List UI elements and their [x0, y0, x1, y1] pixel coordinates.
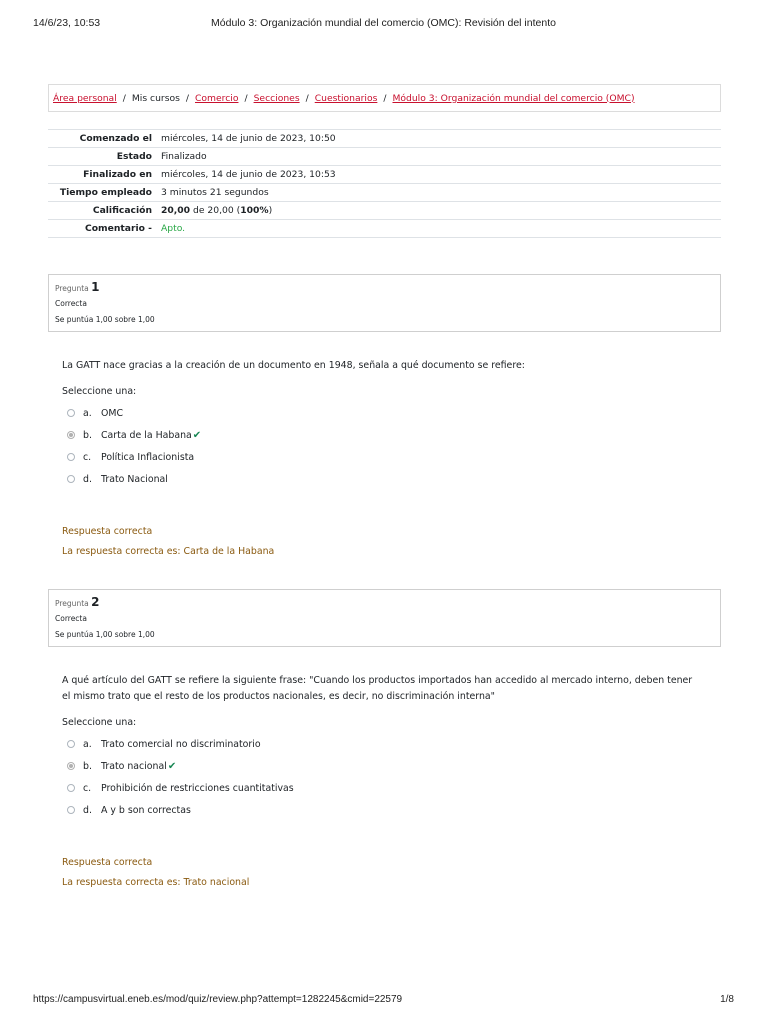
grade-end: ) — [268, 205, 273, 216]
breadcrumb-mis-cursos: Mis cursos — [131, 92, 180, 104]
question-text: A qué artículo del GATT se refiere la siguiente frase: "Cuando los productos importados han accedido al mercado interno, deben tener el mismo trato que el resto de los productos nacionales, es decir, no discriminación interna" — [62, 675, 693, 702]
option-letter: c. — [83, 782, 92, 794]
radio-button-selected[interactable] — [67, 762, 75, 770]
summary-row-comment — [48, 220, 721, 238]
breadcrumb-area-personal[interactable]: Área personal — [53, 92, 117, 104]
radio-button[interactable] — [67, 784, 75, 792]
radio-button-selected[interactable] — [67, 431, 75, 439]
question-number-value: 2 — [91, 595, 100, 609]
breadcrumb-separator: / — [244, 92, 248, 104]
grade-label: Calificación — [48, 202, 156, 220]
grade-percent: 100% — [240, 205, 269, 216]
question-grade: Se puntúa 1,00 sobre 1,00 — [55, 630, 155, 639]
breadcrumb-secciones[interactable]: Secciones — [253, 92, 300, 104]
summary-row-finished — [48, 166, 721, 184]
summary-row-time — [48, 184, 721, 202]
summary-row-state — [48, 148, 721, 166]
attempt-summary-table — [48, 129, 721, 238]
option-letter: d. — [83, 804, 92, 816]
question-info — [48, 274, 721, 332]
question-text: La GATT nace gracias a la creación de un documento en 1948, señala a qué documento se refiere: — [62, 360, 525, 371]
question-number-value: 1 — [91, 280, 100, 294]
option-letter: b. — [83, 760, 92, 772]
answer-option-b — [67, 424, 721, 446]
breadcrumb-cuestionarios[interactable]: Cuestionarios — [314, 92, 378, 104]
question-grade: Se puntúa 1,00 sobre 1,00 — [55, 315, 155, 324]
radio-button[interactable] — [67, 806, 75, 814]
grade-score: 20,00 — [161, 205, 191, 216]
answer-prompt: Seleccione una: — [62, 386, 137, 397]
time-label: Tiempo empleado — [48, 184, 156, 202]
answer-option-c — [67, 777, 721, 799]
question-state: Correcta — [55, 299, 87, 308]
breadcrumb — [48, 84, 721, 112]
radio-button[interactable] — [67, 475, 75, 483]
print-page-number: 1/8 — [720, 994, 734, 1005]
option-text: Trato nacional — [101, 760, 167, 772]
finished-label: Finalizado en — [48, 166, 156, 184]
answer-option-d — [67, 799, 721, 821]
state-value: Finalizado — [156, 148, 721, 166]
comment-label: Comentario - — [48, 220, 156, 238]
question-number — [55, 280, 714, 294]
page-content — [48, 84, 721, 888]
question-label: Pregunta — [55, 599, 89, 608]
option-letter: a. — [83, 407, 92, 419]
option-text: Carta de la Habana — [101, 429, 192, 441]
time-value: 3 minutos 21 segundos — [156, 184, 721, 202]
answer-option-d — [67, 468, 721, 490]
grade-value — [156, 202, 721, 220]
option-letter: a. — [83, 738, 92, 750]
outcome-text: Respuesta correcta — [62, 526, 153, 537]
option-text: A y b son correctas — [101, 804, 191, 816]
print-date: 14/6/23, 10:53 — [33, 17, 101, 29]
answer-prompt: Seleccione una: — [62, 717, 137, 728]
right-answer-text: La respuesta correcta es: Carta de la Habana — [62, 546, 275, 557]
breadcrumb-separator: / — [122, 92, 126, 104]
option-text: Prohibición de restricciones cuantitativas — [101, 782, 294, 794]
question-label: Pregunta — [55, 284, 89, 293]
breadcrumb-comercio[interactable]: Comercio — [195, 92, 239, 104]
option-text: Política Inflacionista — [101, 451, 195, 463]
option-letter: b. — [83, 429, 92, 441]
radio-button[interactable] — [67, 453, 75, 461]
grade-mid: de 20,00 ( — [190, 205, 241, 216]
breadcrumb-separator: / — [185, 92, 190, 104]
print-footer — [33, 994, 734, 1008]
option-letter: c. — [83, 451, 92, 463]
answer-option-a — [67, 733, 721, 755]
print-header — [33, 17, 734, 31]
check-icon: ✔ — [167, 760, 177, 772]
right-answer-text: La respuesta correcta es: Trato nacional — [62, 877, 250, 888]
question-state: Correcta — [55, 614, 87, 623]
state-label: Estado — [48, 148, 156, 166]
answer-options — [67, 402, 721, 490]
radio-button[interactable] — [67, 740, 75, 748]
question-2 — [48, 589, 721, 888]
answer-option-c — [67, 446, 721, 468]
breadcrumb-separator: / — [305, 92, 309, 104]
answer-option-a — [67, 402, 721, 424]
option-text: Trato comercial no discriminatorio — [101, 738, 261, 750]
answer-option-b — [67, 755, 721, 777]
outcome-text: Respuesta correcta — [62, 857, 153, 868]
question-1 — [48, 274, 721, 557]
question-outcome — [62, 526, 721, 557]
answer-options — [67, 733, 721, 821]
question-number — [55, 595, 714, 609]
comment-value: Apto. — [156, 220, 721, 238]
started-value: miércoles, 14 de junio de 2023, 10:50 — [156, 130, 721, 148]
option-text: Trato Nacional — [101, 473, 168, 485]
question-outcome — [62, 857, 721, 888]
finished-value: miércoles, 14 de junio de 2023, 10:53 — [156, 166, 721, 184]
radio-button[interactable] — [67, 409, 75, 417]
question-info — [48, 589, 721, 647]
breadcrumb-modulo-3[interactable]: Módulo 3: Organización mundial del comercio (OMC) — [392, 92, 635, 104]
print-url: https://campusvirtual.eneb.es/mod/quiz/review.php?attempt=1282245&cmid=22579 — [33, 994, 403, 1005]
option-letter: d. — [83, 473, 92, 485]
check-icon: ✔ — [192, 429, 202, 441]
summary-row-started — [48, 130, 721, 148]
breadcrumb-separator: / — [383, 92, 387, 104]
print-title: Módulo 3: Organización mundial del comercio (OMC): Revisión del intento — [211, 17, 556, 29]
option-text: OMC — [101, 407, 124, 419]
summary-row-grade — [48, 202, 721, 220]
started-label: Comenzado el — [48, 130, 156, 148]
